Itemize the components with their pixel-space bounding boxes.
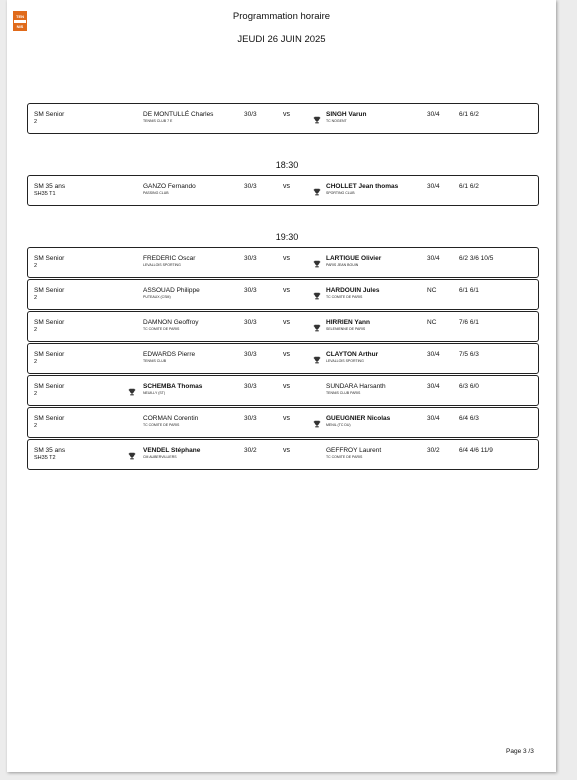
player2-rank: 30/4 — [427, 383, 440, 390]
player2-name: CLAYTON Arthur — [326, 351, 379, 358]
match-subcategory: 2 — [34, 423, 38, 429]
trophy-icon — [313, 415, 321, 423]
player1-name: FREDERIC Oscar — [143, 255, 196, 262]
versus-label: vs — [283, 383, 290, 390]
player1-name: VENDEL Stéphane — [143, 447, 201, 454]
player1-rank: 30/3 — [244, 111, 257, 118]
versus-label: vs — [283, 287, 290, 294]
trophy-icon — [313, 351, 321, 359]
player2-name: HARDOUIN Jules — [326, 287, 380, 294]
player2-rank: NC — [427, 287, 437, 294]
player2-club: SELENIENNE DE PARIS — [326, 326, 366, 331]
player1-rank: 30/2 — [244, 447, 257, 454]
player1-name: SCHEMBA Thomas — [143, 383, 203, 390]
player1-name: CORMAN Corentin — [143, 415, 199, 422]
match-category: SM Senior — [34, 255, 65, 262]
time-slot-heading: 19:30 — [275, 232, 299, 242]
match-row — [27, 103, 539, 134]
player2-name: SINGH Varun — [326, 111, 367, 118]
player1-club: NEUILLY (ST) — [143, 390, 166, 395]
match-category: SM 35 ans — [34, 447, 66, 454]
match-subcategory: 2 — [34, 263, 38, 269]
player1-club: CM AUBERVILLIERS — [143, 454, 177, 459]
player2-rank: NC — [427, 319, 437, 326]
player2-rank: 30/4 — [427, 183, 440, 190]
player2-name: GEFFROY Laurent — [326, 447, 382, 454]
logo-text-top: TEN — [16, 13, 24, 19]
match-score: 6/4 4/6 11/9 — [459, 447, 493, 454]
trophy-icon — [313, 319, 321, 327]
match-subcategory: 2 — [34, 327, 38, 333]
player1-name: ASSOUAD Philippe — [143, 287, 200, 294]
match-row — [27, 439, 539, 470]
player2-club: LEVALLOIS SPORTING — [326, 358, 364, 363]
match-subcategory: 2 — [34, 359, 38, 365]
match-row — [27, 279, 539, 310]
player2-club: MENIL (TC DU) — [326, 422, 351, 427]
document-title: Programmation horaire — [232, 11, 331, 22]
versus-label: vs — [283, 111, 290, 118]
match-score: 6/3 6/0 — [459, 383, 479, 390]
document-page — [7, 0, 556, 772]
match-score: 6/1 6/1 — [459, 287, 479, 294]
match-category: SM 35 ans — [34, 183, 66, 190]
match-subcategory: SH35 T2 — [34, 455, 56, 461]
match-score: 6/2 3/6 10/5 — [459, 255, 494, 262]
match-row — [27, 311, 539, 342]
player1-rank: 30/3 — [244, 255, 257, 262]
trophy-icon — [313, 183, 321, 191]
player1-club: TC COMITE DE PARIS — [143, 326, 180, 331]
player1-club: PUTEAUX (CSM) — [143, 294, 171, 299]
versus-label: vs — [283, 447, 290, 454]
player1-name: GANZO Fernando — [143, 183, 196, 190]
player1-rank: 30/3 — [244, 287, 257, 294]
player1-club: PASSING CLUB — [143, 190, 169, 195]
match-score: 6/1 6/2 — [459, 111, 479, 118]
player1-name: DE MONTULLÉ Charles — [143, 111, 214, 118]
match-score: 6/1 6/2 — [459, 183, 479, 190]
match-row — [27, 407, 539, 438]
player1-club: TC COMITE DE PARIS — [143, 422, 180, 427]
match-category: SM Senior — [34, 351, 65, 358]
player1-club: LEVALLOIS SPORTING — [143, 262, 181, 267]
versus-label: vs — [283, 183, 290, 190]
match-category: SM Senior — [34, 287, 65, 294]
player2-name: HIRRIEN Yann — [326, 319, 370, 326]
match-category: SM Senior — [34, 111, 65, 118]
trophy-icon — [313, 111, 321, 119]
player2-name: LARTIGUE Olivier — [326, 255, 382, 262]
player1-rank: 30/3 — [244, 319, 257, 326]
player1-rank: 30/3 — [244, 415, 257, 422]
time-slot-heading: 18:30 — [275, 160, 299, 170]
document-date: JEUDI 26 JUIN 2025 — [237, 34, 326, 45]
match-row — [27, 343, 539, 374]
match-score: 7/6 6/1 — [459, 319, 479, 326]
player2-club: TC NOGENT — [326, 118, 347, 123]
match-subcategory: SH35 T1 — [34, 191, 56, 197]
player2-name: SUNDARA Harsanth — [326, 383, 386, 390]
trophy-icon — [313, 287, 321, 295]
player2-club: SPORTING CLUB — [326, 190, 355, 195]
trophy-icon — [313, 255, 321, 263]
player2-club: TC COMITE DE PARIS — [326, 454, 363, 459]
versus-label: vs — [283, 319, 290, 326]
match-subcategory: 2 — [34, 391, 38, 397]
match-row — [27, 375, 539, 406]
logo-text-bottom: NIS — [16, 23, 24, 29]
match-subcategory: 2 — [34, 295, 38, 301]
trophy-icon — [128, 383, 136, 391]
player2-rank: 30/4 — [427, 111, 440, 118]
player2-rank: 30/4 — [427, 415, 440, 422]
match-category: SM Senior — [34, 319, 65, 326]
player1-name: DAMNON Geoffroy — [143, 319, 199, 326]
trophy-icon — [128, 447, 136, 455]
player2-rank: 30/2 — [427, 447, 440, 454]
player1-rank: 30/3 — [244, 183, 257, 190]
player1-club: TENNIS CLUB — [143, 358, 167, 363]
player2-name: CHOLLET Jean thomas — [326, 183, 399, 190]
match-subcategory: 2 — [34, 119, 38, 125]
page-number: Page 3 /3 — [506, 748, 534, 755]
match-row — [27, 175, 539, 206]
player2-club: PARIS JEAN BOUIN — [326, 262, 359, 267]
player2-rank: 30/4 — [427, 255, 440, 262]
versus-label: vs — [283, 415, 290, 422]
player1-rank: 30/3 — [244, 351, 257, 358]
player1-club: TENNIS CLUB 7 E — [143, 118, 173, 123]
player1-name: EDWARDS Pierre — [143, 351, 196, 358]
match-category: SM Senior — [34, 383, 65, 390]
player2-rank: 30/4 — [427, 351, 440, 358]
player2-name: GUEUGNIER Nicolas — [326, 415, 391, 422]
player1-rank: 30/3 — [244, 383, 257, 390]
versus-label: vs — [283, 351, 290, 358]
match-category: SM Senior — [34, 415, 65, 422]
versus-label: vs — [283, 255, 290, 262]
player2-club: TC COMITE DE PARIS — [326, 294, 363, 299]
match-row — [27, 247, 539, 278]
match-score: 7/5 6/3 — [459, 351, 479, 358]
player2-club: TENNIS CLUB PARIS — [326, 390, 361, 395]
match-score: 6/4 6/3 — [459, 415, 479, 422]
